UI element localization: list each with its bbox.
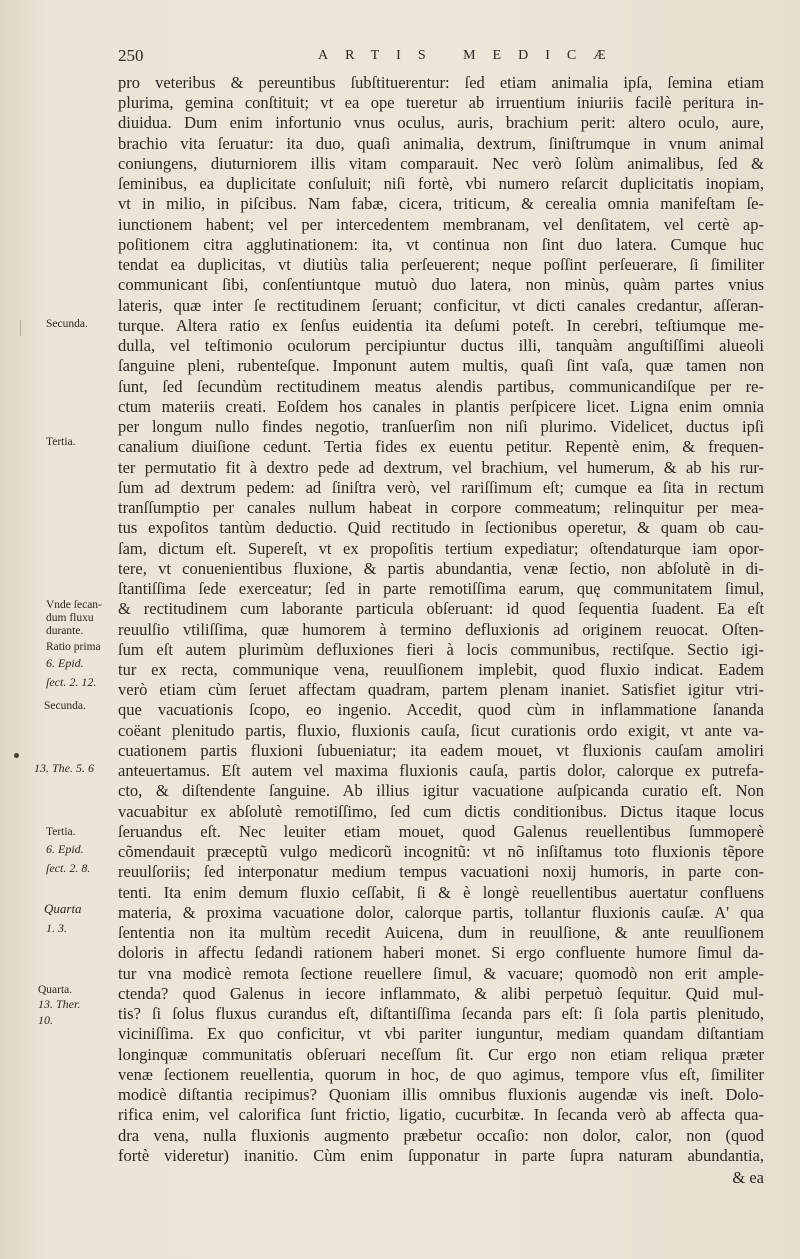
text-line: rifica enim, vel calorifica ſunt frictio, ligatio, cucurbitæ. In ſecanda verò ab affecta qua- xyxy=(118,1105,764,1125)
margin-note: durante. xyxy=(46,625,84,637)
text-line: lateris, quæ inter ſe rectitudinem ſeruant; conficitur, vt dicti canales credantur, aſſeran- xyxy=(118,295,764,315)
text-line: fortè videretur) inanitio. Cùm enim ſupponatur in parte ſupra naturam abundantia, xyxy=(118,1145,764,1165)
text-line: longinquæ communitatis obſeruari neceſſum ſit. Cur ergo non etiam reliqua præter xyxy=(118,1044,764,1064)
page-header xyxy=(0,46,800,68)
text-line: coniungens, diuturniorem illis vitam comparauit. Nec verò ſolùm animalibus, ſed & xyxy=(118,153,764,173)
text-line: & rectitudinem cum laborante particula obſeruant: id quod ſequentia ſuadent. Ea eſt xyxy=(118,599,764,619)
text-line: cõmendauit præceptũ vulgo medicorũ incognitũ: vt nõ inſiſtamus toto fluxionis tẽpore xyxy=(118,842,764,862)
margin-note: 10. xyxy=(38,1013,53,1027)
margin-note: ſect. 2. 8. xyxy=(46,861,91,875)
text-line: cto, & diſtendente ſanguine. Ab illius igitur vacuatione auſpicanda curatio eſt. Non xyxy=(118,781,764,801)
text-line: ſeminibus, ea duplicitate conſuluit; niſi fortè, vbi numero reſarcit duplicitatis inopiam, xyxy=(118,174,764,194)
text-line: reuulſio vtiliſſima, quæ humorem à termino defluxionis ad originem reuocat. Oſten- xyxy=(118,619,764,639)
margin-note: Quarta xyxy=(44,901,82,916)
margin-note: 6. Epid. xyxy=(46,842,84,856)
text-line: anteuertamus. Eſt autem vel maxima fluxionis cauſa, partis dolor, calorque ex putrefa- xyxy=(118,761,764,781)
text-line: communicant ſibi, conſentiuntque mutuò duo latera, non minùs, quàm partes vnius xyxy=(118,275,764,295)
text-line: cuationem partis fluxioni ſubueniatur; ita eadem mouet, vt fluxionis cauſam amoliri xyxy=(118,740,764,760)
text-line: per longum nullo findes negotio, tranſuerſim non niſi plurimo. Videlicet, ductus ipſi xyxy=(118,417,764,437)
text-line: ſanguine pleni, rubenteſque. Imponunt autem multis, quaſi ſint vaſa, quæ tamen non xyxy=(118,356,764,376)
text-line: tendat ea duplicitas, vt diutiùs talia perſeuerent; neque poſſint perſeuerare, ſi ſimiliter xyxy=(118,255,764,275)
text-line: que vacuationis ſcopo, eo ingenio. Accedit, quod cùm in inflammatione ſananda xyxy=(118,700,764,720)
text-line: venæ ſectionem reuellentia, quorum in hoc, de quo agimus, tempore vſus eſt, ſimiliter xyxy=(118,1064,764,1084)
text-line: turque. Altera ratio ex ſenſus euidentia ita deſumi poteſt. In cerebri, teſtiumque me- xyxy=(118,315,764,335)
text-line: diuidua. Dum enim infortunio vnus oculus, auris, brachium perit: altero oculo, aure, xyxy=(118,113,764,133)
margin-note: Tertia. xyxy=(46,826,76,838)
text-line: vacuabitur ex abſolutè remotiſſimo, ſed cum dictis conditionibus. Dictus itaque locus xyxy=(118,801,764,821)
text-line: ſententia non ita multùm recedit Auicena, dum in reuulſione, & ante reuulſionem xyxy=(118,923,764,943)
margin-note: Secunda. xyxy=(44,700,86,712)
text-line: tere, vt conuenientibus fluxione, & partis abundantia, venæ ſectio, non abſolutè in di- xyxy=(118,558,764,578)
text-line: tranſſumptio per canales nullum habeat in corpore commeatum; relinquitur per mea- xyxy=(118,498,764,518)
text-line: ſunt, ſed ſecundùm rectitudinem meatus alendis partibus, communicandiſque per re- xyxy=(118,376,764,396)
text-line: coëant plenitudo partis, fluxio, fluxionis cauſa, ſicut curationis ordo exigit, vt ante va- xyxy=(118,720,764,740)
text-line: ctum materiis creati. Eoſdem hos canales in plantis perſpicere licet. Ligna enim omnia xyxy=(118,396,764,416)
text-line: tur vna modicè remota ſectione reuellere ſimul, & vacuare; quomodò non erit ample- xyxy=(118,963,764,983)
margin-note: Vnde ſecan- xyxy=(46,599,102,611)
text-line: ſum ad dextrum pedem: ad ſiniſtra verò, vel rariſſimum eſt; cumque ea ſita in rectum xyxy=(118,477,764,497)
margin-note: dum fluxu xyxy=(46,612,94,624)
text-line: plurima, gemina conſtituit; vt ea ope tueretur ab irruentium iniuriis facilè peritura in- xyxy=(118,93,764,113)
text-line: reuulſoriis; ſed interponatur medium tempus vacuationi noxij humoris, in parte con- xyxy=(118,862,764,882)
margin-note: 1. 3. xyxy=(46,921,67,935)
margin-note: 6. Epid. xyxy=(46,656,84,670)
text-line: viciniſſima. Ex quo conficitur, vt vbi pariter iunguntur, mediam quandam diſtantiam xyxy=(118,1024,764,1044)
margin-note: Tertia. xyxy=(46,436,76,448)
text-line: dra vena, nulla fluxionis augmento præbetur occaſio: non dolor, calor, non (quod xyxy=(118,1125,764,1145)
text-line: pro veteribus & pereuntibus ſubſtituerentur: ſed etiam animalia ipſa, ſemina etiam xyxy=(118,73,764,92)
margin-note: 13. The. 5. 6 xyxy=(34,761,94,775)
text-line: ctenda? quod Galenus in iecore inflammato, & alibi perpetuò ſequitur. Quid mul- xyxy=(118,983,764,1003)
page-number: 250 xyxy=(118,46,144,65)
text-line: doloris in affectu ſedandi rationem haberi monet. Si ergo confluente humore ſimul da- xyxy=(118,943,764,963)
text-line: dulla, vel teſtimonio oculorum percipiuntur ductus illi, tanquàm anguſtiſſimi alueoli xyxy=(118,336,764,356)
text-line: ter permutatio fit à dextro pede ad dextrum, vel brachium, vel humerum, & ab his rur- xyxy=(118,457,764,477)
margin-mark xyxy=(20,320,21,336)
margin-note: Secunda. xyxy=(46,318,88,330)
text-line: tis? ſi ſolus fluxus curandus eſt, diſtantiſſima ſecanda pars eſt: ſi ſola partis plenitudo, xyxy=(118,1004,764,1024)
text-line: tenti. Ita enim demum fluxio ceſſabit, ſi & è longè reuellentibus auertatur confluens xyxy=(118,882,764,902)
text-line: ſeruandus eſt. Nec leuiter etiam mouet, quod Galenus reuellentibus ſummoperè xyxy=(118,821,764,841)
text-line: poſitionem citra agglutinationem: ita, vt continua non ſint duo latera. Cumque huc xyxy=(118,234,764,254)
text-line: ſtantiſſima ſede exerceatur; ſed in parte remotiſſima earum, quę communitatem ſimul, xyxy=(118,579,764,599)
margin-note: ſect. 2. 12. xyxy=(46,675,97,689)
text-line: modicè diſtantia recipimus? Quoniam illis omnibus fluxionis augendæ vis ineſt. Dolo- xyxy=(118,1085,764,1105)
text-line: ſum eſt autem plurimùm defluxiones fieri à locis communibus, rectiſque. Sectio igi- xyxy=(118,639,764,659)
text-line: brachio vita ſeruatur: ita duo, quaſi animalia, dextrum, ſiniſtrumque in vnum animal xyxy=(118,133,764,153)
catchword: & ea xyxy=(732,1168,764,1187)
text-line: tus expoſitos tantùm deductio. Quid rectitudo in ſectionibus operetur, & quam ob cau- xyxy=(118,518,764,538)
margin-note: Quarta. xyxy=(38,984,73,996)
margin-note: 13. Ther. xyxy=(38,997,81,1011)
margin-note: Ratio prima xyxy=(46,641,101,653)
text-line: ſam, dictum eſt. Supereſt, vt ex propoſitis tertium expediatur; oſtendaturque iam opor- xyxy=(118,538,764,558)
text-line: verò etiam cùm ſeruet affectam quadram, partem plenam inaniet. Satisfiet igitur vtri- xyxy=(118,680,764,700)
text-line: tur ex recta, communique vena, reuulſionem implebit, quod fluxio indicat. Eadem xyxy=(118,659,764,679)
text-line: vt in milio, in piſcibus. Nam fabæ, cicera, triticum, & cerealia omnia manifeſtam ſe- xyxy=(118,194,764,214)
text-line: iunctionem habent; vel per intercedentem membranam, vel denſitatem, vel certè ap- xyxy=(118,214,764,234)
ink-spot xyxy=(14,753,19,758)
text-line: materia, & proxima vacuatione dolor, calorque partis, tollantur fluxionis cauſæ. A' qua xyxy=(118,902,764,922)
text-line: canalium diuiſione cedunt. Tertia fides ex euentu petitur. Repentè enim, & frequen- xyxy=(118,437,764,457)
running-head: ARTIS MEDICÆ xyxy=(318,48,623,63)
